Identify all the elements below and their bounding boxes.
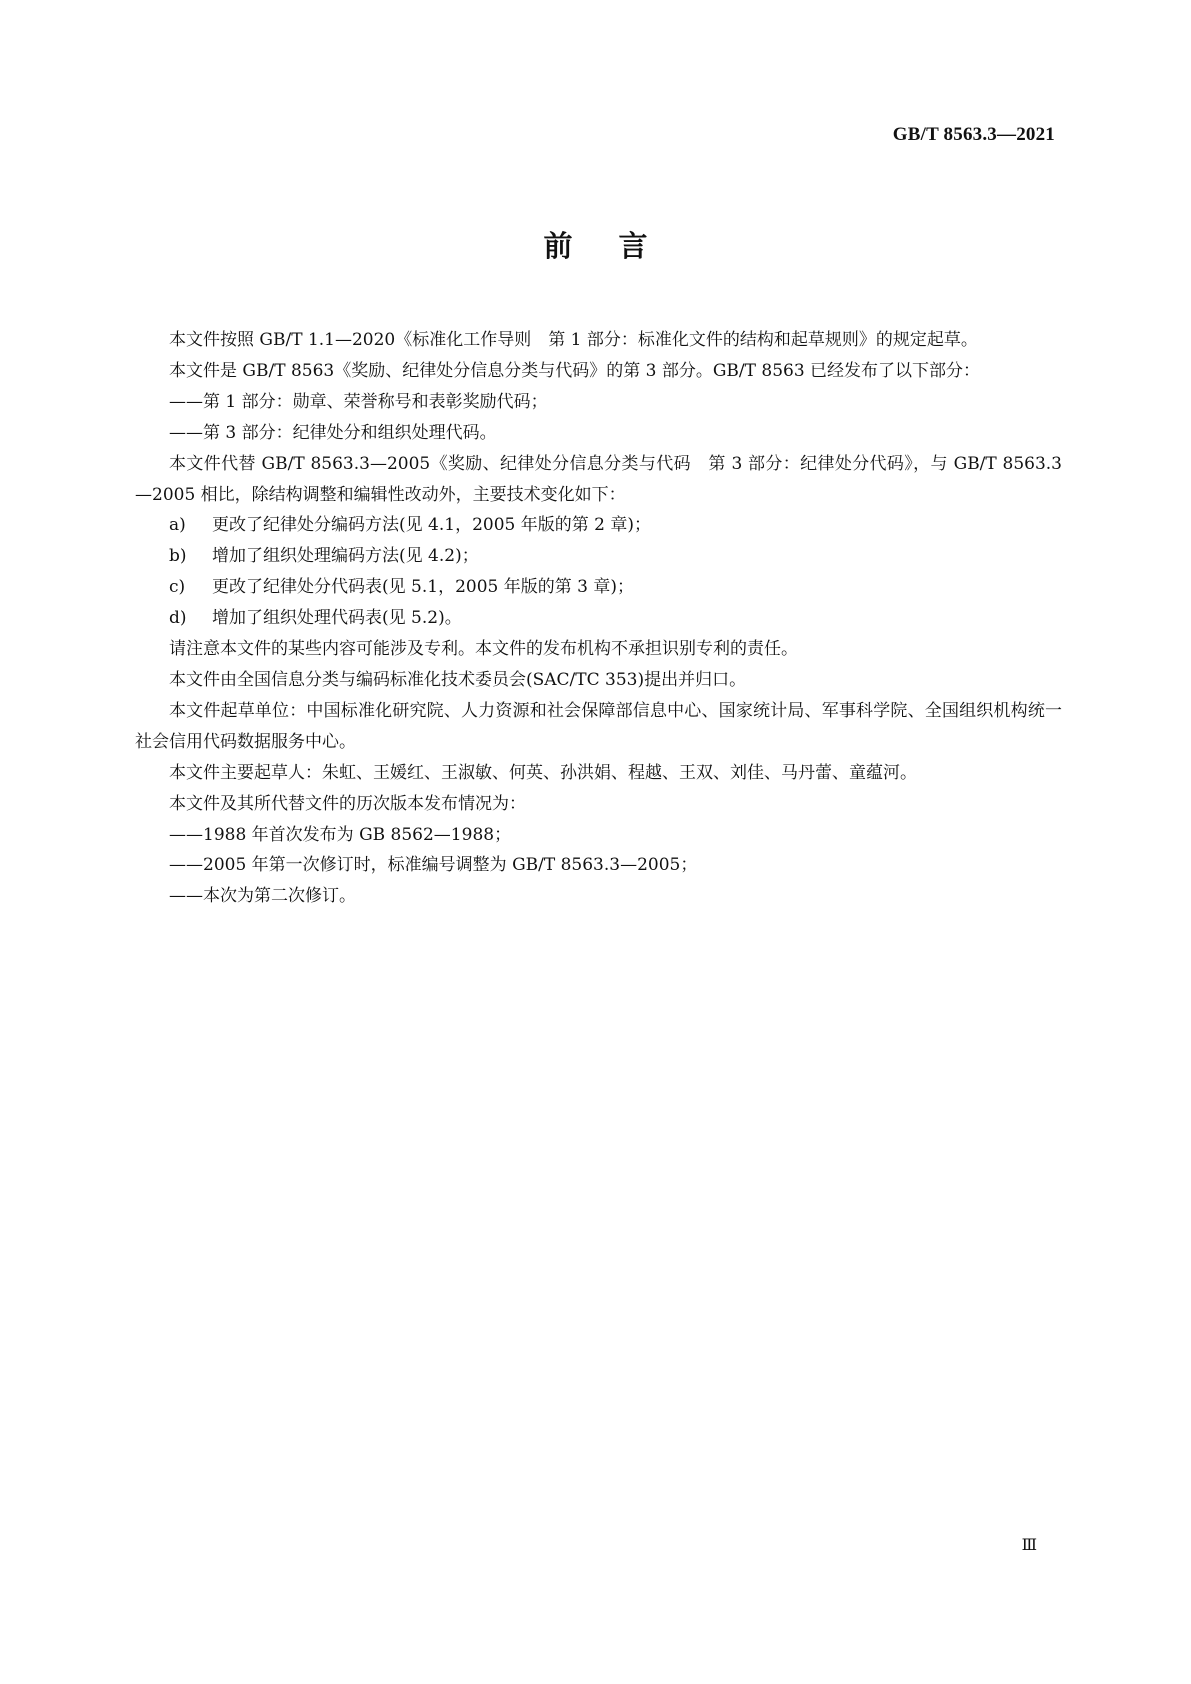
change-item-text: 增加了组织处理编码方法(见 4.2)； [212,546,479,567]
paragraph-replacement: 本文件代替 GB/T 8563.3—2005《奖励、纪律处分信息分类与代码 第 3 部分：纪律处分代码》，与 GB/T 8563.3—2005 相比，除结构调整和编辑性改动外，主要技术变化如下： [135,453,1062,505]
list-item-part: ——第 3 部分：纪律处分和组织处理代码。 [169,422,497,443]
paragraph-history-intro: 本文件及其所代替文件的历次版本发布情况为： [169,793,526,814]
list-item-part: ——第 1 部分：勋章、荣誉称号和表彰奖励代码； [169,391,548,412]
history-item: ——本次为第二次修订。 [169,886,356,907]
paragraph-drafting-units: 本文件起草单位：中国标准化研究院、人力资源和社会保障部信息中心、国家统计局、军事科学院、全国组织机构统一社会信用代码数据服务中心。 [135,700,1062,752]
paragraph-drafting-basis: 本文件按照 GB/T 1.1—2020《标准化工作导则 第 1 部分：标准化文件的结构和起草规则》的规定起草。 [169,330,978,350]
change-item-a [135,510,1062,541]
page-title: 前言 [543,229,694,263]
page-number: Ⅲ [1021,1537,1036,1554]
change-item-label: c) [169,577,186,598]
paragraph-series-info: 本文件是 GB/T 8563《奖励、纪律处分信息分类与代码》的第 3 部分。GB/T 8563 已经发布了以下部分： [169,360,981,381]
change-item-label: b) [169,546,187,567]
standard-code: GB/T 8563.3—2021 [892,124,1055,145]
paragraph-drafters: 本文件主要起草人：朱虹、王媛红、王淑敏、何英、孙洪娟、程越、王双、刘佳、马丹蕾、童蕴河。 [169,762,917,783]
change-item-c [135,572,1062,603]
change-item-label: d) [169,608,187,629]
change-item-text: 增加了组织处理代码表(见 5.2)。 [212,608,462,629]
history-item: ——2005 年第一次修订时，标准编号调整为 GB/T 8563.3—2005； [169,855,698,876]
change-item-label: a) [169,515,186,536]
change-item-text: 更改了纪律处分代码表(见 5.1，2005 年版的第 3 章)； [212,577,634,598]
paragraph-patent-notice: 请注意本文件的某些内容可能涉及专利。本文件的发布机构不承担识别专利的责任。 [169,639,798,660]
change-item-text: 更改了纪律处分编码方法(见 4.1，2005 年版的第 2 章)； [212,515,651,536]
change-item-b [135,541,1062,572]
foreword-body [135,325,1062,912]
paragraph-proposer: 本文件由全国信息分类与编码标准化技术委员会(SAC/TC 353)提出并归口。 [169,669,747,690]
change-item-d [135,603,1062,634]
history-item: ——1988 年首次发布为 GB 8562—1988； [169,824,512,845]
